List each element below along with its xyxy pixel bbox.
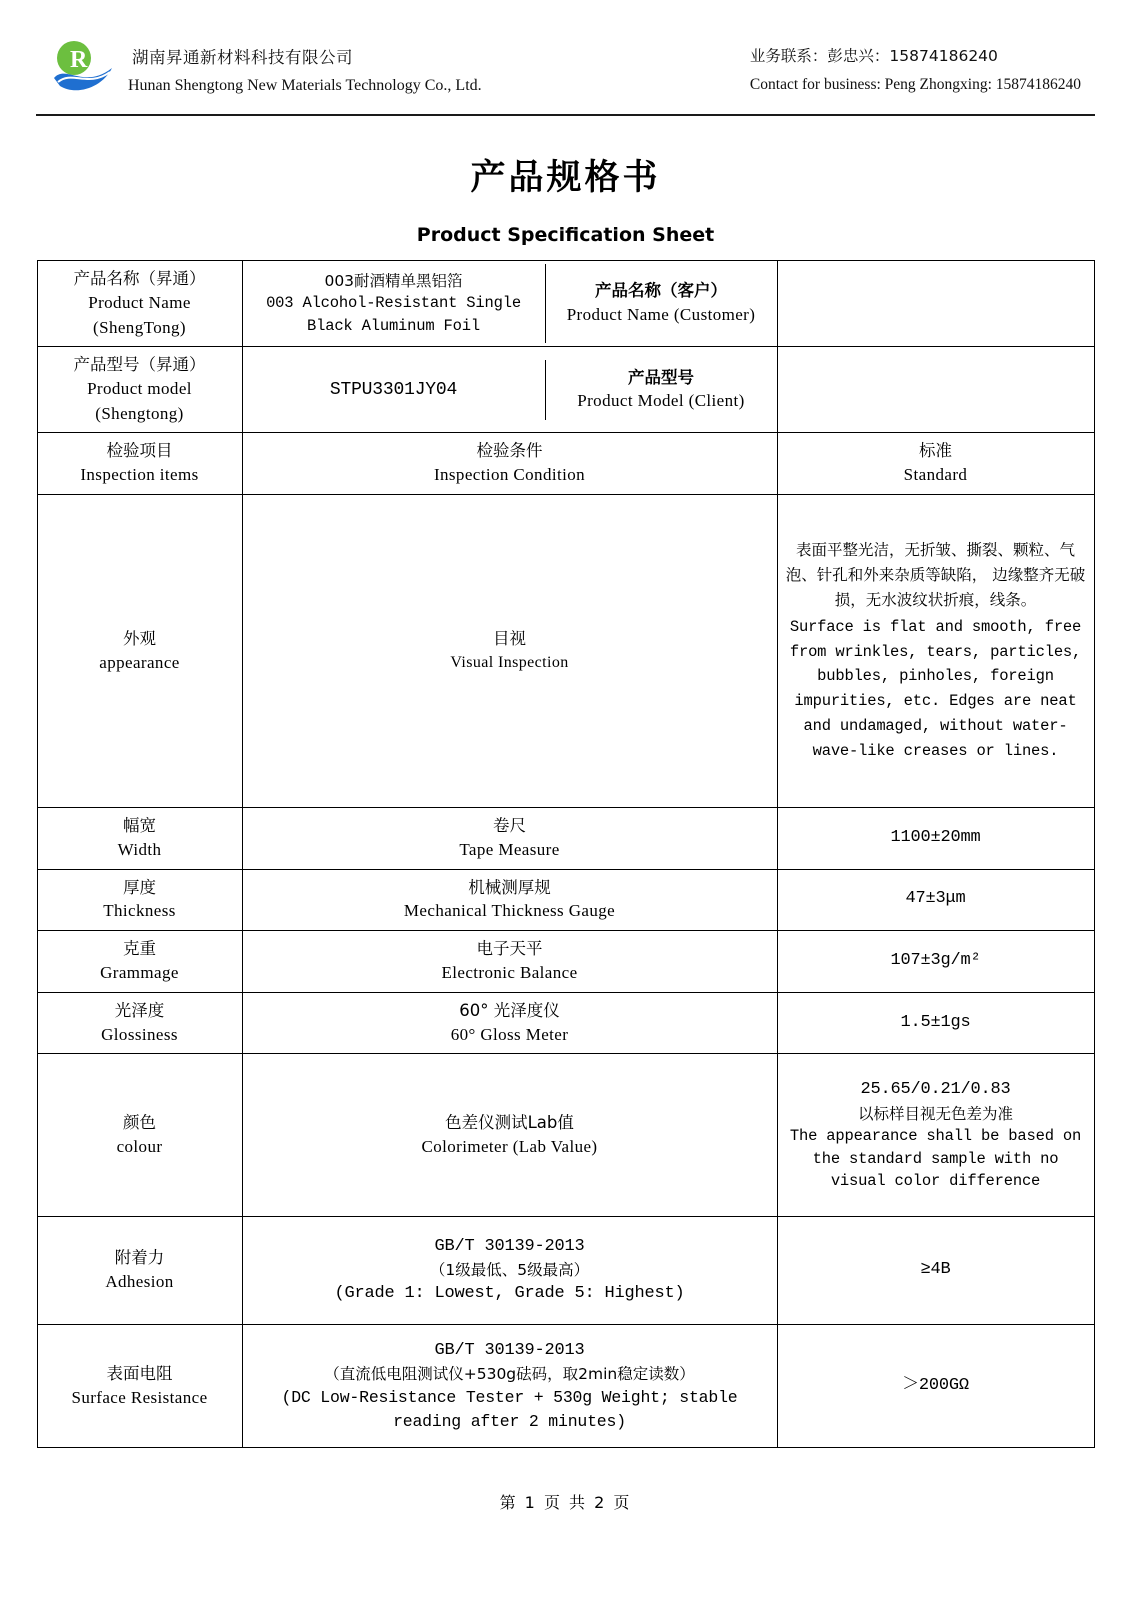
svg-text:R: R (70, 47, 88, 73)
product-model-label-en2: (Shengtong) (95, 403, 184, 423)
row-width-condition-cn: 卷尺 (493, 815, 526, 835)
row-surface-resistance-item-cn: 表面电阻 (106, 1363, 173, 1383)
row-colour-standard-lab: 25.65/0.21/0.83 (860, 1079, 1011, 1099)
header-inspection-condition (242, 433, 777, 495)
row-colour-item-en: colour (116, 1136, 163, 1156)
row-width-standard-value: 1100±20mm (890, 827, 981, 847)
row-colour-condition (242, 1054, 777, 1217)
row-adhesion-condition-cn: （1级最低、5级最高） (429, 1261, 590, 1280)
client-model-label-cell (545, 360, 777, 421)
row-grammage-item (37, 931, 242, 993)
row-adhesion-condition-standard-code: GB/T 30139-2013 (434, 1236, 585, 1256)
row-adhesion-item-en: Adhesion (105, 1272, 174, 1292)
row-glossiness-condition-en: 60° Gloss Meter (450, 1024, 569, 1044)
contact-en: Contact for business: Peng Zhongxing: 15874186240 (749, 76, 1081, 93)
table-row (37, 931, 1094, 993)
client-model-value-cell[interactable] (777, 347, 1094, 433)
row-adhesion-item-cn: 附着力 (114, 1248, 165, 1268)
row-appearance-item-cn: 外观 (123, 628, 156, 648)
header-standard (777, 433, 1094, 495)
row-thickness-condition-en: Mechanical Thickness Gauge (403, 901, 616, 921)
header-left-block (50, 38, 482, 96)
table-row (37, 1217, 1094, 1325)
product-model-label-en1: Product model (87, 379, 192, 399)
row-adhesion-condition-en: (Grade 1: Lowest, Grade 5: Highest) (334, 1283, 685, 1303)
specification-table (37, 260, 1095, 1448)
row-glossiness-item-cn: 光泽度 (114, 1000, 165, 1020)
row-appearance-standard-cn: 表面平整光洁，无折皱、撕裂、颗粒、气泡、针孔和外来杂质等缺陷， 边缘整齐无破损，无水波纹状折痕，线条。 (785, 541, 1086, 609)
row-width-item (37, 807, 242, 869)
row-thickness-condition (242, 869, 777, 931)
row-colour-standard (777, 1054, 1094, 1217)
table-header-row (37, 433, 1094, 495)
row-adhesion-condition (242, 1217, 777, 1325)
customer-name-label-en: Product Name (Customer) (566, 305, 756, 325)
row-appearance-standard (777, 494, 1094, 807)
document-header (36, 30, 1095, 116)
row-surface-resistance-condition-cn: （直流低电阻测试仪+530g砝码，取2min稳定读数） (324, 1365, 695, 1384)
product-model-label-cn: 产品型号（昇通） (73, 355, 206, 375)
header-inspection-condition-cn: 检验条件 (476, 441, 543, 461)
company-logo-icon (50, 38, 116, 96)
row-thickness-item-cn: 厚度 (123, 877, 156, 897)
row-grammage-item-en: Grammage (100, 963, 179, 983)
table-row (37, 992, 1094, 1054)
header-standard-cn: 标准 (919, 441, 952, 461)
row-width-item-en: Width (117, 839, 162, 859)
product-name-value-en2: Black Aluminum Foil (307, 316, 480, 335)
row-glossiness-item-en: Glossiness (101, 1024, 178, 1044)
header-inspection-condition-en: Inspection Condition (433, 465, 586, 485)
row-width-condition-en: Tape Measure (459, 839, 560, 859)
row-colour-condition-en: Colorimeter (Lab Value) (421, 1136, 598, 1156)
table-row (37, 1325, 1094, 1448)
row-appearance-condition-en: Visual Inspection (450, 654, 569, 672)
row-appearance-item-en: appearance (99, 652, 180, 672)
row-surface-resistance-item (37, 1325, 242, 1448)
row-grammage-standard-value: 107±3g/m² (890, 951, 981, 971)
row-thickness-item-en: Thickness (103, 901, 176, 921)
row-thickness-condition-cn: 机械测厚规 (468, 877, 551, 897)
table-row-product-name (37, 261, 1094, 347)
company-name-cn: 湖南昇通新材料科技有限公司 (132, 47, 353, 67)
row-appearance-condition-cn: 目视 (493, 629, 526, 649)
table-row (37, 1054, 1094, 1217)
row-adhesion-standard (777, 1217, 1094, 1325)
row-appearance-item (37, 494, 242, 807)
row-adhesion-standard-value: ≥4B (920, 1260, 951, 1280)
customer-name-value-cell[interactable] (777, 261, 1094, 347)
row-glossiness-standard-value: 1.5±1gs (900, 1012, 971, 1032)
table-row-product-model (37, 347, 1094, 433)
row-adhesion-item (37, 1217, 242, 1325)
row-glossiness-standard (777, 992, 1094, 1054)
row-surface-resistance-item-en: Surface Resistance (71, 1387, 208, 1407)
row-surface-resistance-condition-en: (DC Low-Resistance Tester + 530g Weight; stable reading after 2 minutes) (281, 1387, 738, 1431)
product-name-value-cn: 003耐酒精单黑铝箔 (324, 271, 463, 290)
client-model-label-cn: 产品型号 (628, 367, 694, 387)
product-model-value-and-client-label (242, 347, 777, 433)
row-thickness-item (37, 869, 242, 931)
row-surface-resistance-standard (777, 1325, 1094, 1448)
row-colour-standard-en: The appearance shall be based on the standard sample with no visual color difference (789, 1127, 1082, 1190)
row-grammage-condition (242, 931, 777, 993)
row-surface-resistance-condition (242, 1325, 777, 1448)
row-colour-item (37, 1054, 242, 1217)
product-model-value: STPU3301JY04 (329, 379, 458, 400)
row-width-condition (242, 807, 777, 869)
header-inspection-items-cn: 检验项目 (106, 441, 173, 461)
row-glossiness-item (37, 992, 242, 1054)
page-title-en: Product Specification Sheet (416, 224, 715, 246)
header-inspection-items-en: Inspection items (80, 465, 199, 485)
product-model-value-cell (243, 360, 546, 421)
row-glossiness-condition (242, 992, 777, 1054)
row-thickness-standard-value: 47±3μm (905, 889, 966, 909)
row-appearance-standard-en: Surface is flat and smooth, free from wrinkles, tears, particles, bubbles, pinholes, foreign impurities, etc. Edges are neat and undamaged, without water-wave-like creases or lines. (789, 617, 1082, 760)
row-width-item-cn: 幅宽 (123, 815, 156, 835)
row-glossiness-condition-cn: 60° 光泽度仪 (459, 1000, 560, 1020)
product-name-label-en1: Product Name (88, 292, 191, 312)
row-grammage-condition-en: Electronic Balance (441, 963, 578, 983)
company-name-en: Hunan Shengtong New Materials Technology Co., Ltd. (128, 76, 482, 94)
row-thickness-standard (777, 869, 1094, 931)
company-names (128, 40, 482, 95)
product-name-label-cn: 产品名称（昇通） (73, 269, 206, 288)
row-surface-resistance-condition-standard-code: GB/T 30139-2013 (434, 1340, 585, 1360)
client-model-label-en: Product Model (Client) (577, 391, 745, 411)
row-appearance-condition (242, 494, 777, 807)
row-colour-condition-cn: 色差仪测试Lab值 (445, 1112, 574, 1132)
row-width-standard (777, 807, 1094, 869)
row-surface-resistance-standard-value: ＞200GΩ (902, 1375, 969, 1395)
row-grammage-condition-cn: 电子天平 (476, 939, 543, 959)
product-name-value-cell (243, 264, 546, 343)
customer-name-label-cell (545, 264, 777, 343)
row-grammage-standard (777, 931, 1094, 993)
page-footer: 第 1 页 共 2 页 (499, 1493, 632, 1513)
contact-cn: 业务联系：彭忠兴：15874186240 (749, 47, 998, 65)
header-contact-block (750, 38, 1081, 94)
product-model-label-cell (37, 347, 242, 433)
header-inspection-items (37, 433, 242, 495)
row-grammage-item-cn: 克重 (123, 939, 156, 959)
page-title-cn: 产品规格书 (470, 158, 661, 198)
table-row (37, 869, 1094, 931)
product-name-value-en1: 003 Alcohol-Resistant Single (266, 294, 521, 313)
table-row (37, 807, 1094, 869)
row-colour-standard-cn: 以标样目视无色差为准 (857, 1104, 1013, 1123)
row-colour-item-cn: 颜色 (123, 1112, 156, 1132)
product-name-label-cell (37, 261, 242, 347)
table-row (37, 494, 1094, 807)
product-name-label-en2: (ShengTong) (93, 317, 186, 337)
product-name-value-and-customer-label (242, 261, 777, 347)
header-standard-en: Standard (903, 465, 968, 485)
customer-name-label-cn: 产品名称（客户） (595, 281, 727, 301)
